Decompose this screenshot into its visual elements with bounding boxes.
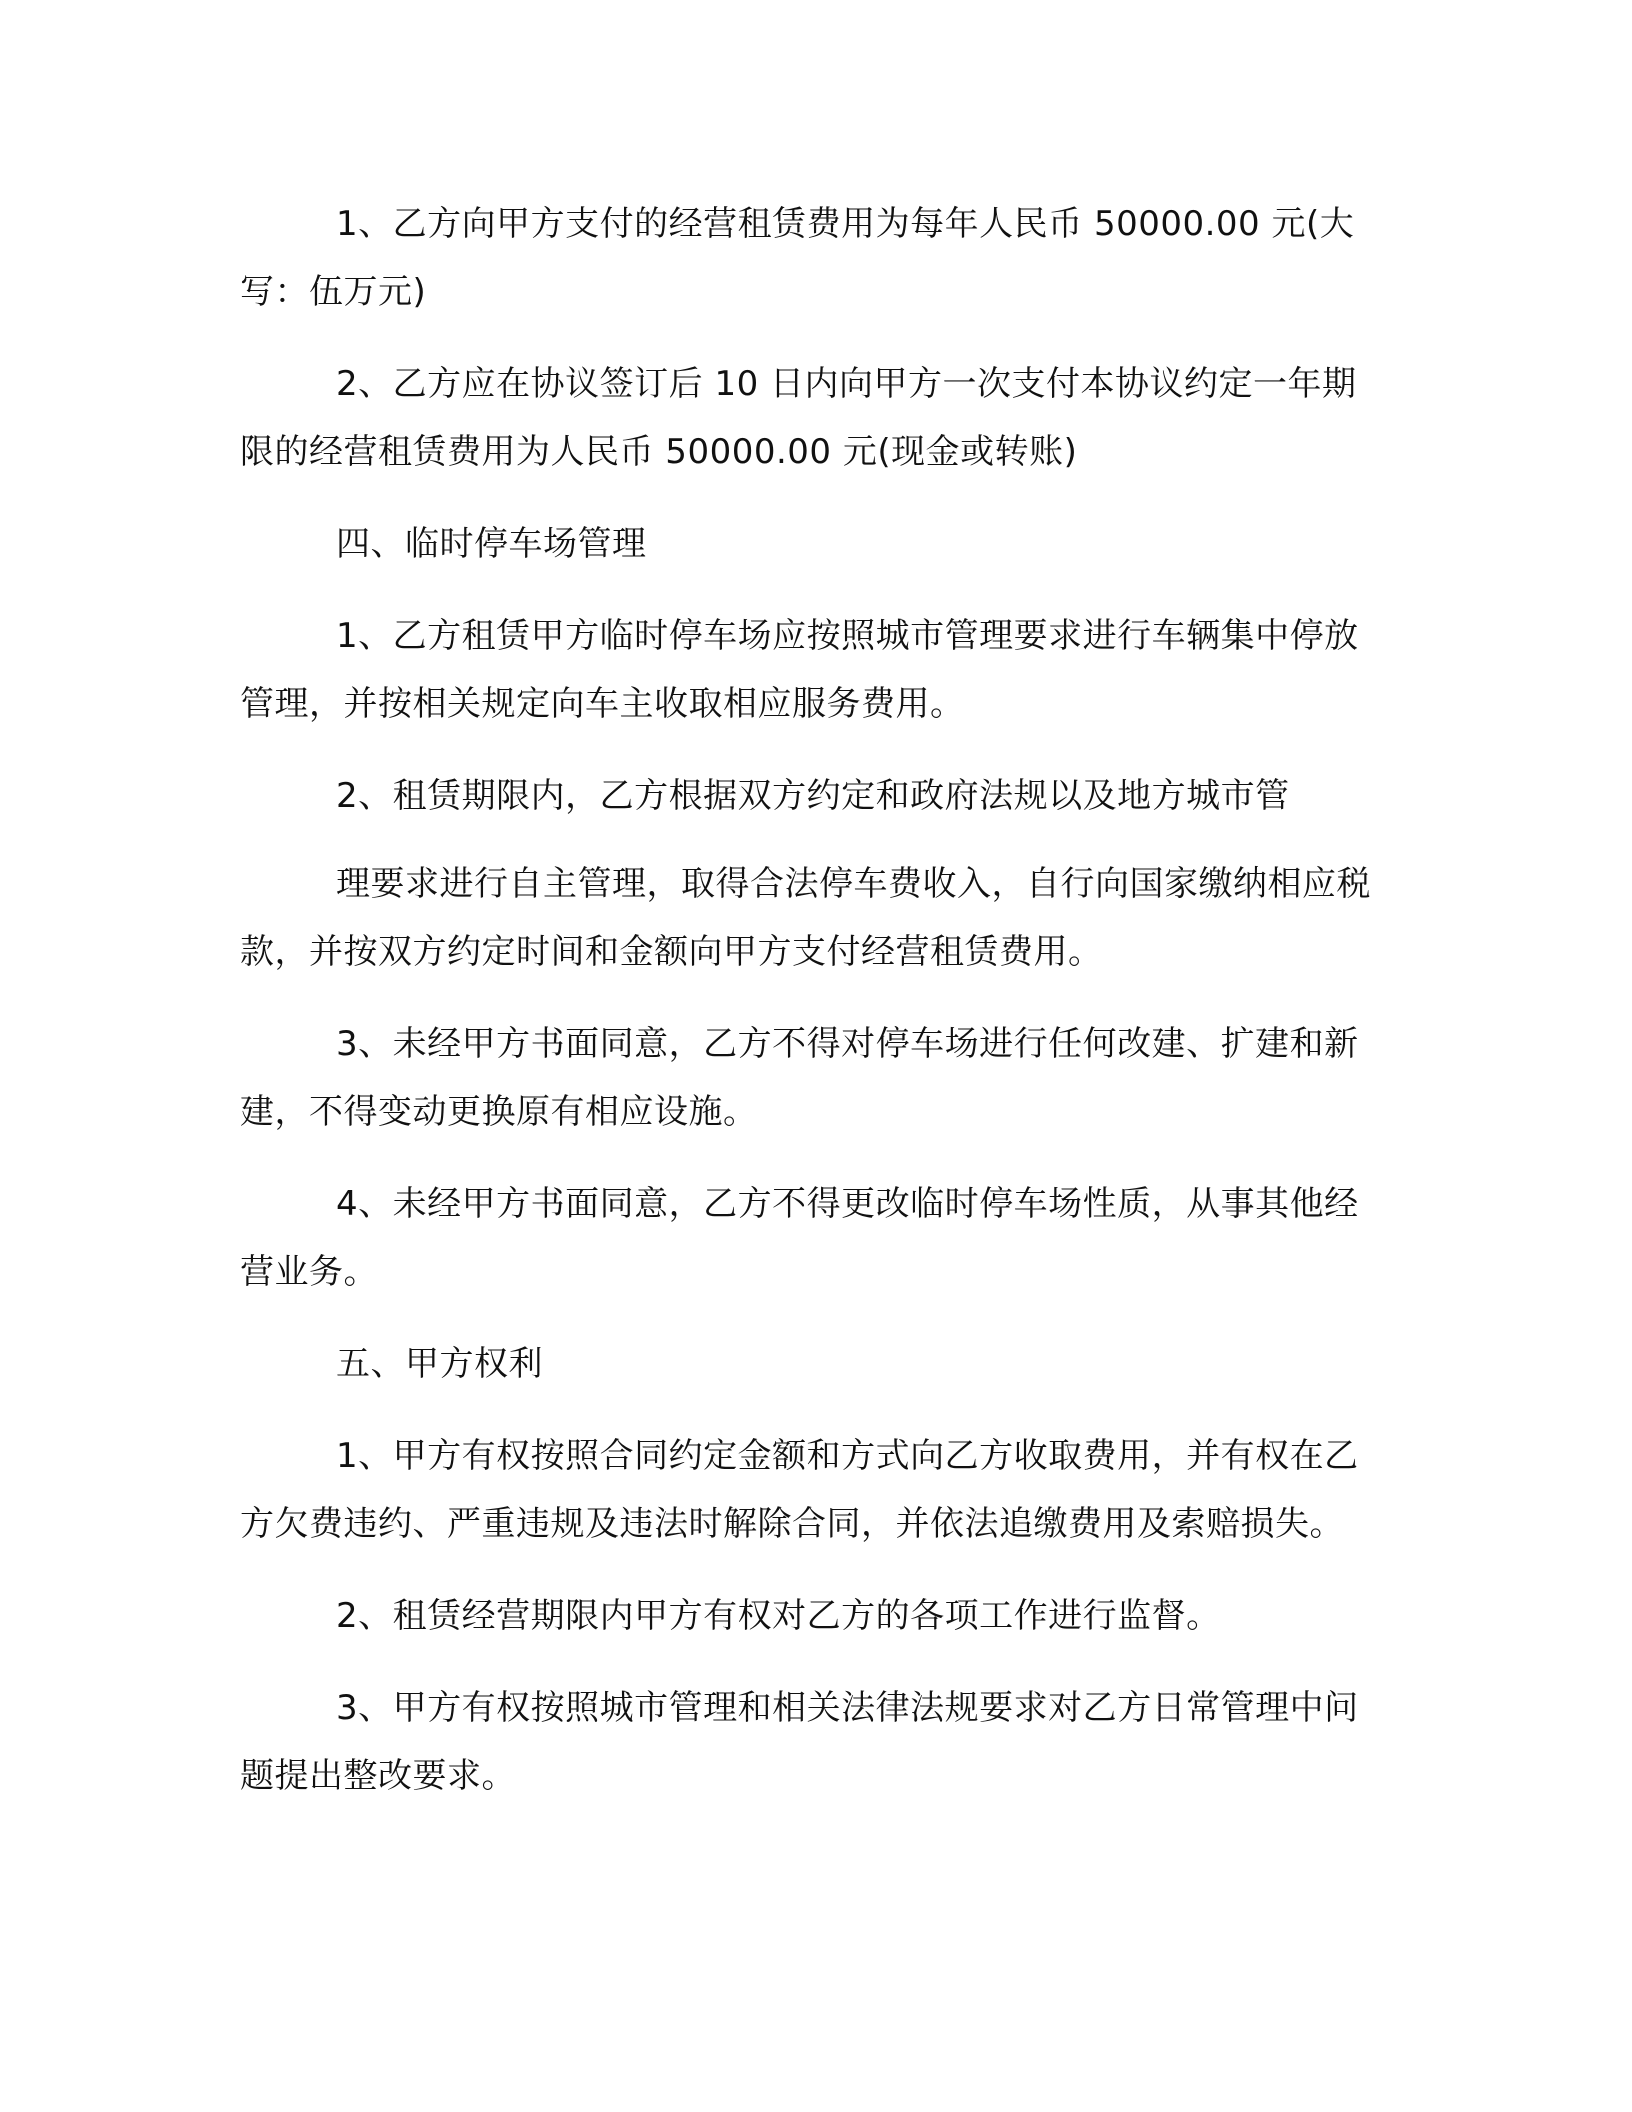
section-heading-party-a-rights: 五、甲方权利 (336, 1344, 543, 1384)
paragraph-parking-rule-2: 2、租赁期限内，乙方根据双方约定和政府法规以及地方城市管 (336, 776, 1290, 816)
document-body (240, 190, 1390, 1834)
paragraph-parking-rule-2-continued: 理要求进行自主管理，取得合法停车费收入，自行向国家缴纳相应税款，并按双方约定时间和金额向甲方支付经营租赁费用。 (240, 864, 1371, 972)
paragraph-parking-rule-4: 4、未经甲方书面同意，乙方不得更改临时停车场性质，从事其他经营业务。 (240, 1184, 1359, 1292)
paragraph-parking-rule-3: 3、未经甲方书面同意，乙方不得对停车场进行任何改建、扩建和新建，不得变动更换原有相应设施。 (240, 1024, 1359, 1132)
section-heading-parking-management: 四、临时停车场管理 (336, 524, 647, 564)
paragraph-rights-2: 2、租赁经营期限内甲方有权对乙方的各项工作进行监督。 (336, 1596, 1221, 1636)
paragraph-payment-deadline: 2、乙方应在协议签订后 10 日内向甲方一次支付本协议约定一年期限的经营租赁费用为人民币 50000.00 元(现金或转账) (240, 364, 1357, 472)
paragraph-rights-1: 1、甲方有权按照合同约定金额和方式向乙方收取费用，并有权在乙方欠费违约、严重违规及违法时解除合同，并依法追缴费用及索赔损失。 (240, 1436, 1359, 1544)
paragraph-rights-3: 3、甲方有权按照城市管理和相关法律法规要求对乙方日常管理中问题提出整改要求。 (240, 1688, 1359, 1796)
paragraph-fee-amount: 1、乙方向甲方支付的经营租赁费用为每年人民币 50000.00 元(大写：伍万元) (240, 204, 1355, 312)
paragraph-parking-rule-1: 1、乙方租赁甲方临时停车场应按照城市管理要求进行车辆集中停放管理，并按相关规定向车主收取相应服务费用。 (240, 616, 1359, 724)
